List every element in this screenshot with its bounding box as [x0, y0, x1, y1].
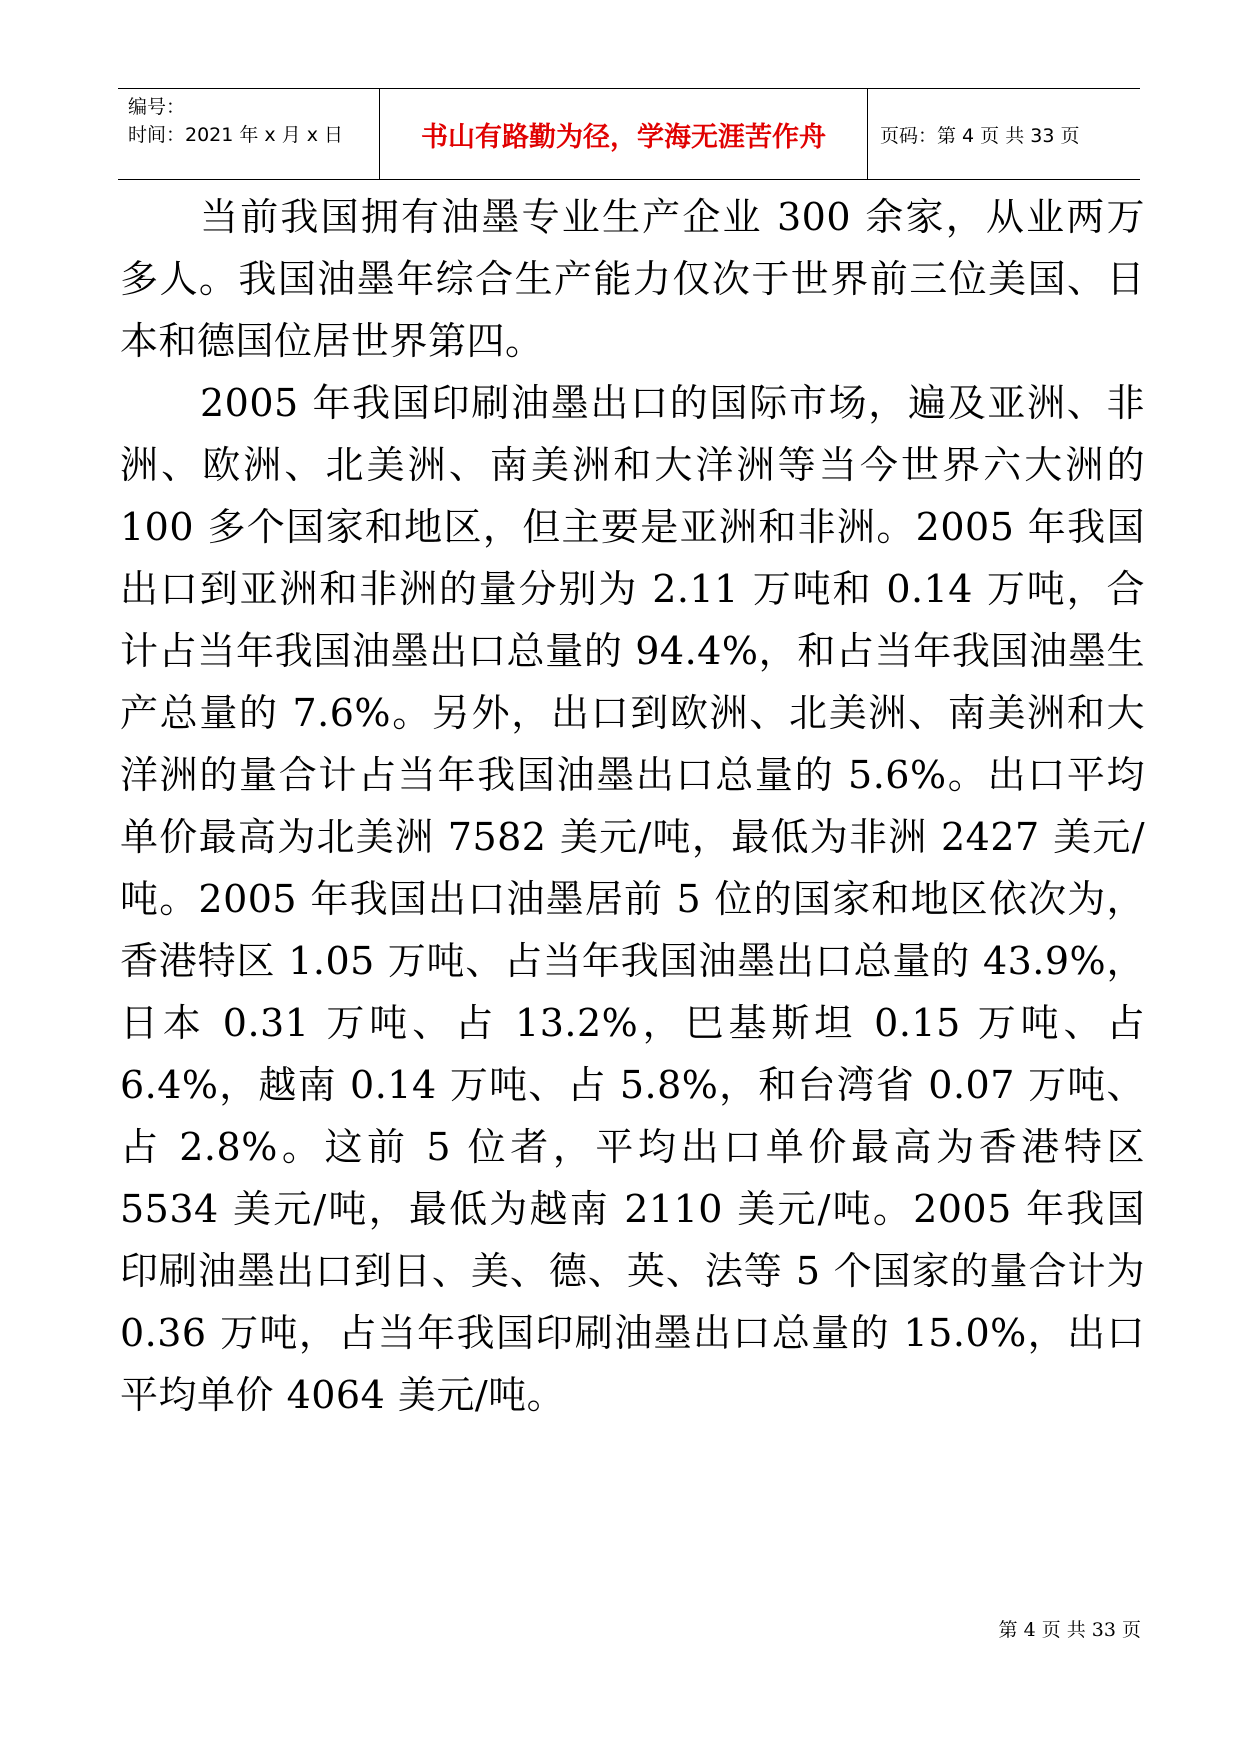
document-body — [120, 186, 1145, 1426]
header-page-cell — [868, 89, 1140, 179]
paragraph: 2005 年我国印刷油墨出口的国际市场，遍及亚洲、非洲、欧洲、北美洲、南美洲和大洋洲等当今世界六大洲的 100 多个国家和地区，但主要是亚洲和非洲。2005 年我国出口到亚洲和非洲的量分别为 2.11 万吨和 0.14 万吨，合计占当年我国油墨出口总量的 94.4%，和占当年我国油墨生产总量的 7.6%。另外，出口到欧洲、北美洲、南美洲和大洋洲的量合计占当年我国油墨出口总量的 5.6%。出口平均单价最高为北美洲 7582 美元/吨，最低为非洲 2427 美元/吨。2005 年我国出口油墨居前 5 位的国家和地区依次为，香港特区 1.05 万吨、占当年我国油墨出口总量的 43.9%，日本 0.31 万吨、占 13.2%，巴基斯坦 0.15 万吨、占 6.4%，越南 0.14 万吨、占 5.8%，和台湾省 0.07 万吨、占 2.8%。这前 5 位者，平均出口单价最高为香港特区 5534 美元/吨，最低为越南 2110 美元/吨。2005 年我国印刷油墨出口到日、美、德、英、法等 5 个国家的量合计为 0.36 万吨，占当年我国印刷油墨出口总量的 15.0%，出口平均单价 4064 美元/吨。 — [120, 381, 1145, 1417]
paragraph: 当前我国拥有油墨专业生产企业 300 余家，从业两万多人。我国油墨年综合生产能力仅次于世界前三位美国、日本和德国位居世界第四。 — [120, 195, 1145, 363]
page-header — [118, 88, 1140, 180]
header-meta-cell — [118, 89, 380, 179]
time-label: 时间：2021 年 x 月 x 日 — [128, 124, 344, 146]
page-footer: 第 4 页 共 33 页 — [998, 1619, 1141, 1641]
header-motto-cell — [380, 89, 868, 179]
motto-text: 书山有路勤为径，学海无涯苦作舟 — [421, 121, 826, 153]
header-page-label: 页码：第 4 页 共 33 页 — [880, 124, 1080, 147]
number-label: 编号： — [128, 96, 186, 118]
